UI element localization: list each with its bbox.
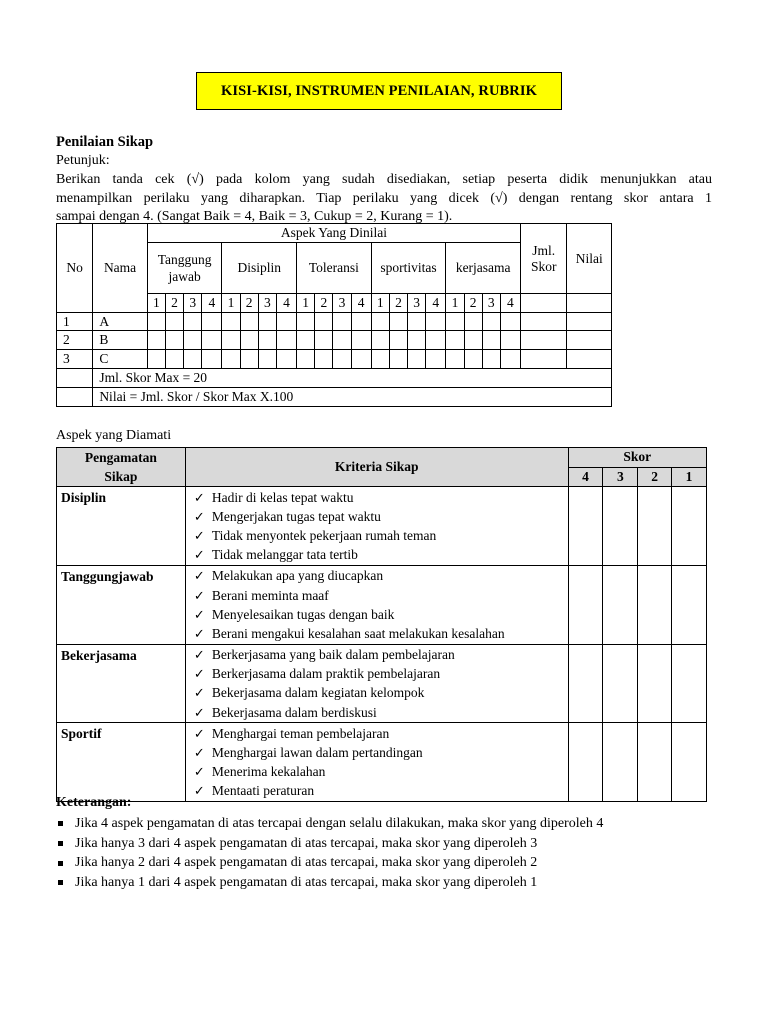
check-icon: ✓ [193, 666, 205, 682]
score-cell[interactable] [672, 723, 707, 802]
header-pengamatan: Pengamatan Sikap [57, 448, 186, 487]
criteria-text: Menerima kekalahan [211, 764, 326, 780]
score-cell[interactable] [603, 565, 638, 644]
score-cell[interactable] [638, 644, 672, 723]
score-cell[interactable] [464, 331, 482, 350]
score-cell[interactable] [464, 350, 482, 369]
category-name: Sportif [57, 723, 186, 802]
check-icon: ✓ [193, 508, 205, 524]
header-kriteria: Kriteria Sikap [185, 448, 568, 487]
scale-cell: 3 [258, 294, 276, 313]
aspect-header: Tanggung jawab [147, 243, 222, 294]
scale-cell: 2 [165, 294, 183, 313]
header-jml-skor: Jml. Skor [521, 224, 567, 294]
header-aspek: Aspek Yang Dinilai [147, 224, 520, 243]
score-cell[interactable] [408, 331, 426, 350]
nilai-cell[interactable] [567, 350, 612, 369]
document-title: KISI-KISI, INSTRUMEN PENILAIAN, RUBRIK [220, 82, 537, 99]
check-icon: ✓ [193, 745, 205, 761]
score-cell[interactable] [426, 331, 446, 350]
empty-cell [57, 369, 93, 388]
criteria-item [194, 763, 564, 782]
score-cell[interactable] [222, 331, 240, 350]
score-cell[interactable] [482, 331, 500, 350]
score-cell[interactable] [258, 313, 276, 331]
list-item [56, 814, 603, 834]
criteria-list [185, 723, 568, 802]
row-nama: C [93, 350, 147, 369]
score-cell[interactable] [426, 350, 446, 369]
nilai-formula: Nilai = Jml. Skor / Skor Max X.100 [93, 388, 612, 407]
score-cell[interactable] [297, 313, 315, 331]
score-cell[interactable] [446, 313, 464, 331]
score-cell[interactable] [672, 565, 707, 644]
criteria-list [185, 565, 568, 644]
criteria-text: Hadir di kelas tepat waktu [211, 489, 354, 505]
score-cell[interactable] [315, 331, 333, 350]
criteria-text: Bekerjasama dalam kegiatan kelompok [211, 685, 425, 701]
score-cell[interactable] [202, 350, 222, 369]
check-icon: ✓ [193, 647, 205, 663]
score-cell[interactable] [389, 350, 407, 369]
check-icon: ✓ [193, 527, 205, 543]
aspect-header: kerjasama [446, 243, 521, 294]
score-table [56, 223, 612, 407]
instruction-line: Berikan tanda cek (√) pada kolom yang sudah disediakan, setiap peserta didik menunjukkan atau [56, 172, 712, 187]
criteria-item [194, 782, 564, 801]
score-cell[interactable] [638, 487, 672, 566]
score-cell[interactable] [351, 313, 371, 331]
criteria-text: Tidak menyontek pekerjaan rumah teman [211, 527, 437, 543]
criteria-text: Berani meminta maaf [211, 587, 329, 603]
score-cell[interactable] [202, 331, 222, 350]
score-cell[interactable] [568, 723, 603, 802]
criteria-item [194, 624, 564, 643]
header-score: 3 [603, 467, 638, 487]
table-row [57, 350, 612, 369]
aspect-header: sportivitas [371, 243, 446, 294]
criteria-item [194, 567, 564, 586]
square-bullet-icon [58, 861, 63, 866]
list-item [56, 834, 603, 854]
criteria-text: Mengerjakan tugas tepat waktu [211, 508, 381, 524]
score-cell[interactable] [351, 331, 371, 350]
score-cell[interactable] [672, 487, 707, 566]
score-cell[interactable] [482, 313, 500, 331]
header-nama: Nama [93, 224, 147, 313]
check-icon: ✓ [193, 587, 205, 603]
criteria-item [194, 665, 564, 684]
score-cell[interactable] [184, 313, 202, 331]
jml-skor-cell[interactable] [521, 331, 567, 350]
score-cell[interactable] [165, 350, 183, 369]
scale-cell: 4 [202, 294, 222, 313]
row-no: 1 [57, 313, 93, 331]
header-nilai: Nilai [567, 224, 612, 294]
score-cell[interactable] [333, 331, 351, 350]
score-cell[interactable] [603, 644, 638, 723]
row-no: 2 [57, 331, 93, 350]
score-cell[interactable] [184, 331, 202, 350]
criteria-item [194, 743, 564, 762]
check-icon: ✓ [193, 725, 205, 741]
score-cell[interactable] [371, 350, 389, 369]
score-cell[interactable] [202, 313, 222, 331]
list-item [56, 873, 603, 893]
score-cell[interactable] [464, 313, 482, 331]
score-cell[interactable] [482, 350, 500, 369]
score-cell[interactable] [371, 313, 389, 331]
score-cell[interactable] [222, 313, 240, 331]
scale-cell: 2 [315, 294, 333, 313]
score-cell[interactable] [315, 313, 333, 331]
row-nama: B [93, 331, 147, 350]
score-cell[interactable] [408, 313, 426, 331]
check-icon: ✓ [193, 625, 205, 641]
score-cell[interactable] [333, 313, 351, 331]
criteria-item [194, 724, 564, 743]
keterangan-label: Keterangan: [56, 795, 132, 810]
score-cell[interactable] [426, 313, 446, 331]
criteria-item [194, 703, 564, 722]
score-cell[interactable] [500, 331, 520, 350]
section-title: Penilaian Sikap [56, 134, 154, 150]
nilai-cell[interactable] [567, 331, 612, 350]
score-cell[interactable] [568, 644, 603, 723]
score-cell[interactable] [389, 331, 407, 350]
header-score: 1 [672, 467, 707, 487]
score-cell[interactable] [351, 350, 371, 369]
scale-cell: 2 [240, 294, 258, 313]
score-cell[interactable] [638, 565, 672, 644]
score-cell[interactable] [240, 331, 258, 350]
table-row [57, 331, 612, 350]
instruction-paragraph [56, 171, 712, 227]
rubric-table [56, 447, 707, 802]
score-cell[interactable] [603, 487, 638, 566]
empty-cell [567, 294, 612, 313]
aspek-diamati-label: Aspek yang Diamati [56, 428, 172, 443]
scale-cell: 4 [351, 294, 371, 313]
score-cell[interactable] [258, 331, 276, 350]
criteria-item [194, 526, 564, 545]
score-cell[interactable] [222, 350, 240, 369]
check-icon: ✓ [193, 568, 205, 584]
score-cell[interactable] [240, 313, 258, 331]
criteria-list [185, 644, 568, 723]
check-icon: ✓ [193, 764, 205, 780]
criteria-text: Bekerjasama dalam berdiskusi [211, 704, 377, 720]
jml-skor-cell[interactable] [521, 350, 567, 369]
criteria-list [185, 487, 568, 566]
score-cell[interactable] [147, 331, 165, 350]
criteria-text: Tidak melanggar tata tertib [211, 547, 358, 563]
criteria-item [194, 507, 564, 526]
criteria-item [194, 646, 564, 665]
jml-skor-cell[interactable] [521, 313, 567, 331]
instruction-line: sampai dengan 4. (Sangat Baik = 4, Baik = 3, Cukup = 2, Kurang = 1). [56, 209, 453, 224]
criteria-text: Berkerjasama yang baik dalam pembelajaran [211, 647, 455, 663]
list-item [56, 853, 603, 873]
criteria-item [194, 605, 564, 624]
score-cell[interactable] [568, 487, 603, 566]
header-no: No [57, 224, 93, 313]
score-cell[interactable] [408, 350, 426, 369]
nilai-cell[interactable] [567, 313, 612, 331]
criteria-item [194, 684, 564, 703]
jml-skor-max: Jml. Skor Max = 20 [93, 369, 612, 388]
score-cell[interactable] [276, 350, 296, 369]
criteria-text: Menyelesaikan tugas dengan baik [211, 606, 395, 622]
scale-cell: 1 [371, 294, 389, 313]
score-cell[interactable] [446, 350, 464, 369]
category-name: Bekerjasama [57, 644, 186, 723]
row-nama: A [93, 313, 147, 331]
petunjuk-label: Petunjuk: [56, 153, 110, 168]
header-score: 4 [568, 467, 603, 487]
score-cell[interactable] [446, 331, 464, 350]
list-item-text: Jika 4 aspek pengamatan di atas tercapai dengan selalu dilakukan, maka skor yang diperoleh 4 [75, 815, 604, 831]
scale-cell: 1 [297, 294, 315, 313]
scale-cell: 2 [464, 294, 482, 313]
check-icon: ✓ [193, 685, 205, 701]
score-cell[interactable] [500, 313, 520, 331]
rubric-row-sportif [57, 723, 707, 802]
score-cell[interactable] [165, 331, 183, 350]
instruction-line: menampilkan perilaku yang diharapkan. Tiap perilaku yang dicek (√) dengan rentang skor antara 1 [56, 190, 712, 206]
empty-cell [57, 388, 93, 407]
score-cell[interactable] [276, 331, 296, 350]
criteria-text: Menghargai teman pembelajaran [211, 725, 390, 741]
rubric-row-bekerjasama [57, 644, 707, 723]
scale-cell: 4 [276, 294, 296, 313]
criteria-item [194, 546, 564, 565]
scale-cell: 4 [426, 294, 446, 313]
criteria-text: Menghargai lawan dalam pertandingan [211, 745, 423, 761]
document-title-box [196, 72, 562, 110]
score-cell[interactable] [297, 350, 315, 369]
score-cell[interactable] [258, 350, 276, 369]
score-cell[interactable] [603, 723, 638, 802]
category-name: Tanggungjawab [57, 565, 186, 644]
criteria-text: Berkerjasama dalam praktik pembelajaran [211, 666, 441, 682]
check-icon: ✓ [193, 704, 205, 720]
scale-cell: 1 [446, 294, 464, 313]
keterangan-list [56, 814, 603, 893]
scale-cell: 3 [333, 294, 351, 313]
criteria-text: Berani mengakui kesalahan saat melakukan kesalahan [211, 625, 505, 641]
scale-cell: 1 [147, 294, 165, 313]
aspect-header: Toleransi [297, 243, 372, 294]
score-cell[interactable] [638, 723, 672, 802]
rubric-row-disiplin [57, 487, 707, 566]
empty-cell [521, 294, 567, 313]
score-cell[interactable] [389, 313, 407, 331]
score-cell[interactable] [297, 331, 315, 350]
criteria-text: Mentaati peraturan [211, 783, 315, 799]
square-bullet-icon [58, 880, 63, 885]
list-item-text: Jika hanya 3 dari 4 aspek pengamatan di atas tercapai, maka skor yang diperoleh 3 [75, 835, 538, 851]
score-cell[interactable] [147, 350, 165, 369]
score-cell[interactable] [240, 350, 258, 369]
score-cell[interactable] [184, 350, 202, 369]
list-item-text: Jika hanya 2 dari 4 aspek pengamatan di atas tercapai, maka skor yang diperoleh 2 [75, 855, 538, 871]
score-cell[interactable] [165, 313, 183, 331]
criteria-item [194, 488, 564, 507]
score-cell[interactable] [568, 565, 603, 644]
score-cell[interactable] [147, 313, 165, 331]
table-row [57, 313, 612, 331]
criteria-text: Melakukan apa yang diucapkan [211, 568, 384, 584]
score-cell[interactable] [500, 350, 520, 369]
criteria-item [194, 586, 564, 605]
header-skor: Skor [568, 448, 706, 468]
check-icon: ✓ [193, 606, 205, 622]
scale-cell: 1 [222, 294, 240, 313]
score-cell[interactable] [315, 350, 333, 369]
score-cell[interactable] [371, 331, 389, 350]
check-icon: ✓ [193, 783, 205, 799]
scale-cell: 3 [184, 294, 202, 313]
square-bullet-icon [58, 821, 63, 826]
score-cell[interactable] [672, 644, 707, 723]
list-item-text: Jika hanya 1 dari 4 aspek pengamatan di atas tercapai, maka skor yang diperoleh 1 [75, 874, 538, 890]
category-name: Disiplin [57, 487, 186, 566]
score-cell[interactable] [333, 350, 351, 369]
rubric-row-tanggungjawab [57, 565, 707, 644]
scale-cell: 3 [408, 294, 426, 313]
check-icon: ✓ [193, 489, 205, 505]
header-score: 2 [638, 467, 672, 487]
check-icon: ✓ [193, 547, 205, 563]
scale-cell: 3 [482, 294, 500, 313]
aspect-header: Disiplin [222, 243, 297, 294]
scale-cell: 2 [389, 294, 407, 313]
square-bullet-icon [58, 841, 63, 846]
scale-cell: 4 [500, 294, 520, 313]
score-cell[interactable] [276, 313, 296, 331]
row-no: 3 [57, 350, 93, 369]
